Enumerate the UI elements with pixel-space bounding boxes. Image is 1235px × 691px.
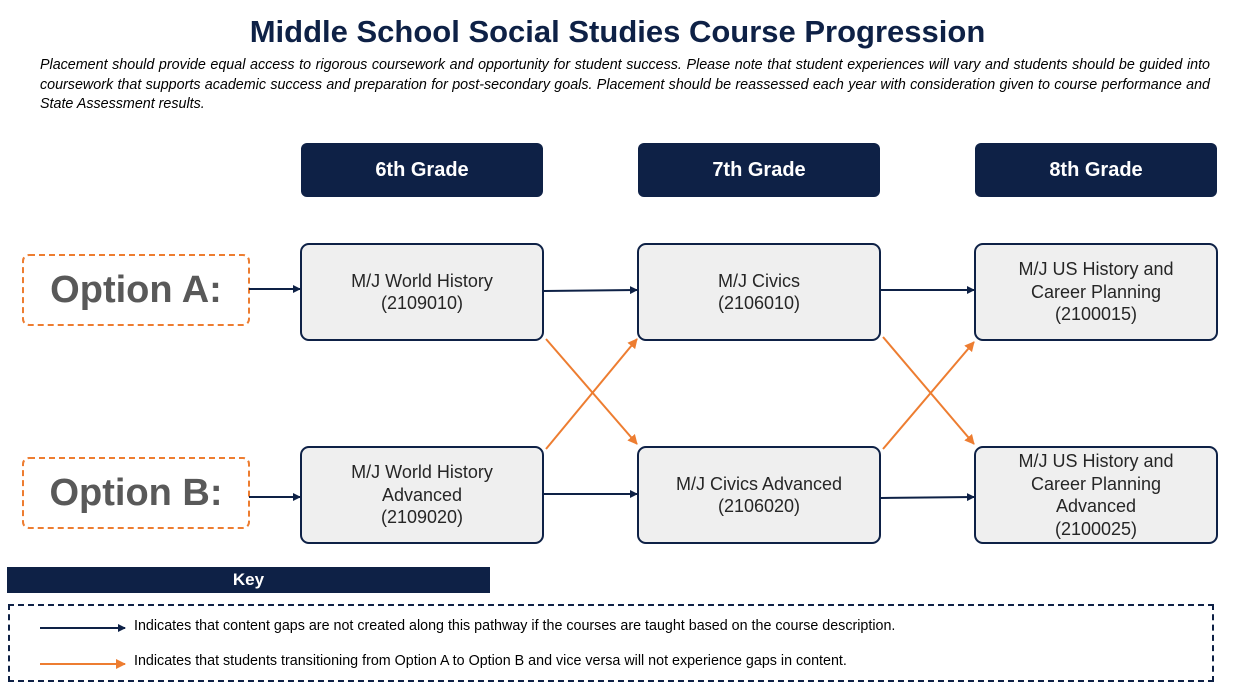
grade-header-6th: 6th Grade: [301, 143, 543, 197]
option-a-label: Option A:: [22, 254, 250, 326]
course-line: Career Planning: [1030, 473, 1162, 494]
course-code: (2106010): [717, 293, 801, 313]
key-heading: Key: [7, 567, 490, 593]
key-legend-box: [8, 604, 1214, 682]
page-title: Middle School Social Studies Course Progression: [249, 14, 986, 49]
course-line: M/J World History: [351, 270, 493, 291]
course-line: M/J Civics Advanced: [675, 473, 843, 494]
course-code: (2109010): [380, 293, 464, 313]
grade-header-8th: 8th Grade: [975, 143, 1217, 197]
course-code: (2100025): [1054, 518, 1138, 539]
course-code: (2109020): [380, 507, 464, 528]
course-line: Advanced: [381, 484, 463, 505]
course-code: (2106020): [717, 496, 801, 516]
arrow-civics-to-us-history-adv: [883, 337, 974, 444]
intro-paragraph: Placement should provide equal access to rigorous coursework and opportunity for student success. Please note that student experiences will vary and students should be guided into coursework that supports academic success and preparation for post-secondary goals. Placement should be reassessed each year with consideration given to course performance and State Assessment results.: [40, 57, 1210, 112]
course-line: M/J World History: [351, 462, 493, 483]
course-line: Advanced: [1055, 496, 1137, 516]
course-line: Career Planning: [1030, 281, 1162, 302]
grade-header-7th: 7th Grade: [638, 143, 880, 197]
course-line: M/J Civics: [718, 270, 800, 291]
arrow-world-history-to-civics: [544, 290, 637, 291]
course-code: (2100015): [1054, 304, 1138, 325]
course-line: M/J US History and: [1018, 451, 1174, 471]
arrow-civics-adv-to-us-history-adv: [881, 497, 974, 498]
key-navy-description: Indicates that content gaps are not created along this pathway if the courses are taught based on the course description.: [134, 618, 896, 634]
key-orange-description: Indicates that students transitioning from Option A to Option B and vice versa will not experience gaps in content.: [134, 653, 847, 669]
arrow-civics-adv-to-us-history: [883, 342, 974, 449]
option-b-label: Option B:: [22, 457, 250, 529]
course-line: M/J US History and: [1018, 259, 1174, 280]
